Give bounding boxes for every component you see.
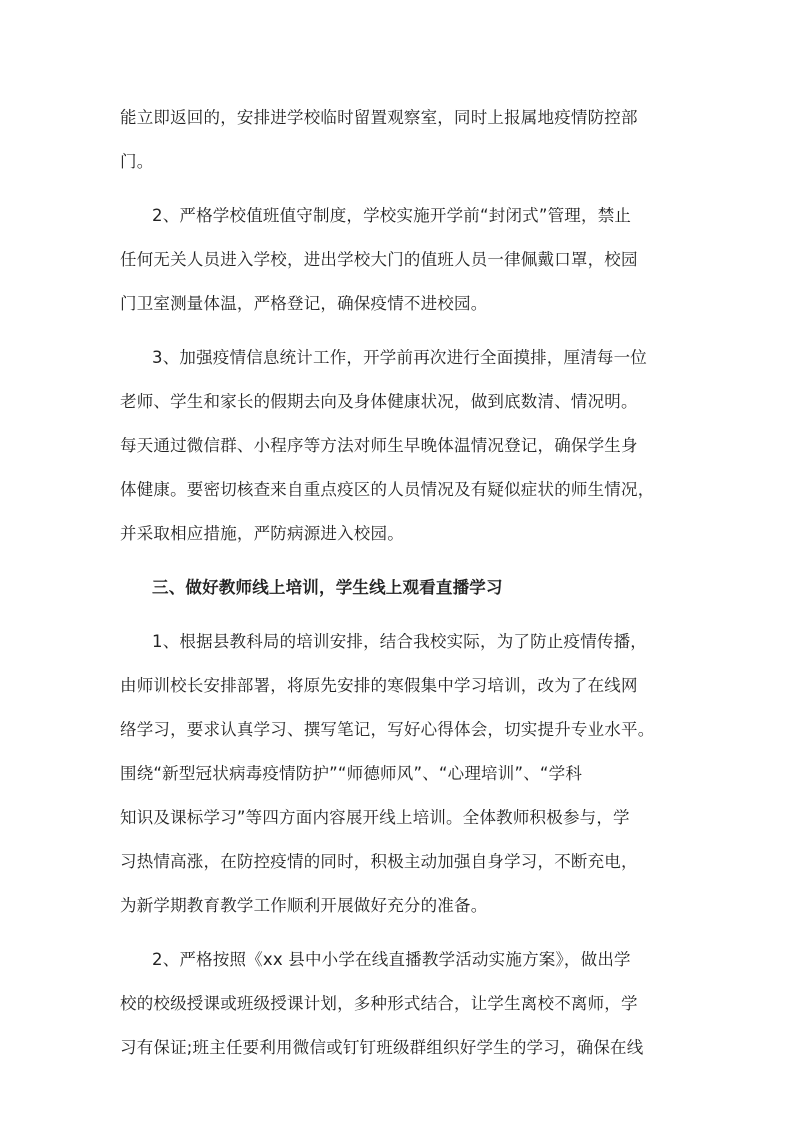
paragraph xyxy=(120,336,682,556)
heading-line: 三、做好教师线上培训，学生线上观看直播学习 xyxy=(152,578,503,597)
text-line: 每天通过微信群、小程序等方法对师生早晚体温情况登记，确保学生身 xyxy=(120,436,638,455)
text-line: 并采取相应措施，严防病源进入校园。 xyxy=(120,524,404,543)
text-line: 知识及课标学习”等四方面内容展开线上培训。全体教师积极参与，学 xyxy=(120,808,630,827)
document-page xyxy=(120,96,682,1070)
text-line: 2、严格学校值班值守制度，学校实施开学前“封闭式”管理，禁止 xyxy=(152,206,632,225)
text-line: 3、加强疫情信息统计工作，开学前再次进行全面摸排，厘清每一位 xyxy=(152,348,647,367)
text-line: 老师、学生和家长的假期去向及身体健康状况，做到底数清、情况明。 xyxy=(120,392,638,411)
text-line: 体健康。要密切核查来自重点疫区的人员情况及有疑似症状的师生情况， xyxy=(120,480,655,499)
section-heading xyxy=(120,566,682,610)
paragraph xyxy=(120,620,682,928)
text-line: 习热情高涨，在防控疫情的同时，积极主动加强自身学习，不断充电， xyxy=(120,852,638,871)
text-line: 门卫室测量体温，严格登记，确保疫情不进校园。 xyxy=(120,294,488,313)
paragraph xyxy=(120,194,682,326)
text-line: 门。 xyxy=(120,152,154,171)
text-line: 为新学期教育教学工作顺利开展做好充分的准备。 xyxy=(120,896,488,915)
text-line: 校的校级授课或班级授课计划，多种形式结合，让学生离校不离师，学 xyxy=(120,994,638,1013)
paragraph xyxy=(120,96,682,184)
text-line: 由师训校长安排部署，将原先安排的寒假集中学习培训，改为了在线网 xyxy=(120,676,638,695)
text-line: 能立即返回的，安排进学校临时留置观察室，同时上报属地疫情防控部 xyxy=(120,108,638,127)
text-line: 络学习，要求认真学习、撰写笔记，写好心得体会，切实提升专业水平。 xyxy=(120,720,655,739)
text-line: 2、严格按照《xx 县中小学在线直播教学活动实施方案》，做出学 xyxy=(152,950,631,969)
text-line: 围绕“新型冠状病毒疫情防护”“师德师风”、“心理培训”、“学科 xyxy=(120,764,583,783)
text-line: 任何无关人员进入学校，进出学校大门的值班人员一律佩戴口罩，校园 xyxy=(120,250,638,269)
text-line: 1、根据县教科局的培训安排，结合我校实际，为了防止疫情传播， xyxy=(152,632,647,651)
paragraph xyxy=(120,938,682,1070)
text-line: 习有保证;班主任要利用微信或钉钉班级群组织好学生的学习，确保在线 xyxy=(120,1038,644,1057)
